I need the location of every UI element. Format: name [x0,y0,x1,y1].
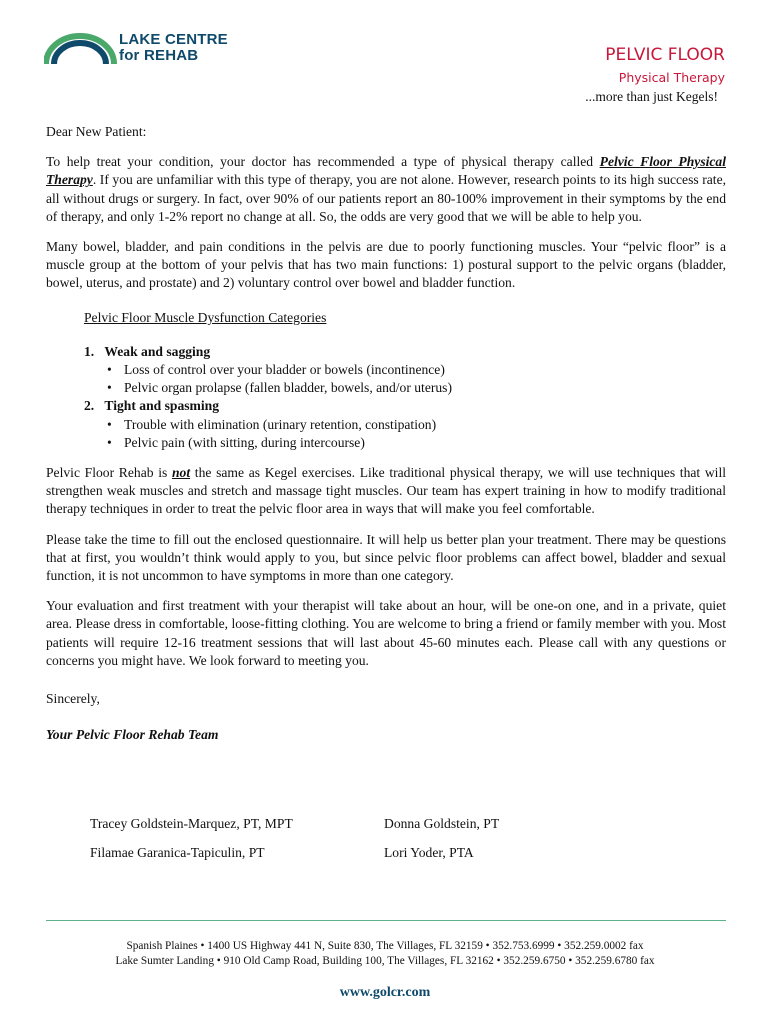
paragraph-3-a: Pelvic Floor Rehab is [46,465,172,481]
list-item: • Pelvic pain (with sitting, during intercourse) [124,434,726,452]
footer-address-1: Spanish Plaines • 1400 US Highway 441 N, Suite 830, The Villages, FL 32159 • 352.753.6999 • 352.259.0002 fax [126,940,644,952]
categories-heading: Pelvic Floor Muscle Dysfunction Categories [84,309,327,325]
paragraph-3 [46,464,726,519]
team-member: Donna Goldstein, PT [384,816,500,831]
logo-line-1: LAKE CENTRE [119,31,228,48]
categories-list [46,343,726,452]
header-tagline: ...more than just Kegels! [585,89,718,104]
paragraph-2: Many bowel, bladder, and pain conditions in the pelvis are due to poorly functioning muscles. Your “pelvic floor” is a muscle group at the bottom of your pelvis that has two main functions: 1) postural support to the pelvic organs (bladder, bowel, uterus, and prostate) and 2) voluntary control over bowel and bladder function. [46,239,726,291]
logo-text [119,32,228,64]
category-1-number: 1. [84,343,95,359]
category-2-number: 2. [84,398,95,414]
not-emphasis: not [171,465,191,481]
list-item: • Pelvic organ prolapse (fallen bladder, bowels, and/or uterus) [124,379,726,397]
website-link[interactable]: www.golcr.com [339,985,431,1000]
category-2-items [46,416,726,452]
team-member: Lori Yoder, PTA [384,845,474,860]
category-1-heading [84,343,726,361]
list-item: • Loss of control over your bladder or bowels (incontinence) [124,361,726,379]
signature: Your Pelvic Floor Rehab Team [46,727,219,743]
category-1-items [46,361,726,397]
header-title: PELVIC FLOOR [605,45,725,65]
category-1-title: Weak and sagging [104,343,211,359]
list-item: • Trouble with elimination (urinary retention, constipation) [124,416,726,434]
category-2-title: Tight and spasming [104,398,219,414]
pelvic-floor-pt-emphasis: Pelvic Floor Physical Therapy [46,154,726,188]
paragraph-3-b: the same as Kegel exercises. Like traditional physical therapy, we will use techniques that will strengthen weak muscles and stretch and massage tight muscles. Our team has expert training in how to modify traditional therapy techniques in order to treat the pelvic floor area in ways that will make you feel comfortable. [46,465,727,517]
footer-divider [46,920,726,921]
category-2-heading [84,397,726,415]
closing: Sincerely, [46,691,100,707]
footer-address-2: Lake Sumter Landing • 910 Old Camp Road, Building 100, The Villages, FL 32162 • 352.259.6750 • 352.259.6780 fax [115,955,655,967]
team-member: Tracey Goldstein-Marquez, PT, MPT [90,816,293,831]
paragraph-1-b: . If you are unfamiliar with this type of therapy, you are not alone. However, research points to its high success rate, all without drugs or surgery. In fact, over 90% of our patients report an 80-100% improvement in their symptoms by the end of therapy, and only 1-2% report no change at all. So, the odds are very good that we will be able to help you. [46,172,726,224]
letter-body [46,123,726,744]
header-subtitle: Physical Therapy [618,70,725,85]
logo-line-2: for REHAB [119,47,199,64]
paragraph-1 [46,153,726,226]
paragraph-1-a: To help treat your condition, your doctor has recommended a type of physical therapy called [46,154,600,170]
salutation: Dear New Patient: [46,124,147,139]
team-member: Filamae Garanica-Tapiculin, PT [90,845,265,860]
paragraph-5: Your evaluation and first treatment with your therapist will take about an hour, will be one-on one, and in a private, quiet area. Please dress in comfortable, loose-fitting clothing. You are welcome to bring a friend or family member with you. Most patients will require 12-16 treatment sessions that will last about 45-60 minutes each. Please call with any questions or concerns you might have. We look forward to meeting you. [46,598,726,668]
paragraph-4: Please take the time to fill out the enclosed questionnaire. It will help us better plan your treatment. There may be questions that at first, you wouldn’t think would apply to you, but since pelvic floor problems can affect bowel, bladder and sexual function, it is not uncommon to have symptoms in more than one category. [46,531,726,584]
